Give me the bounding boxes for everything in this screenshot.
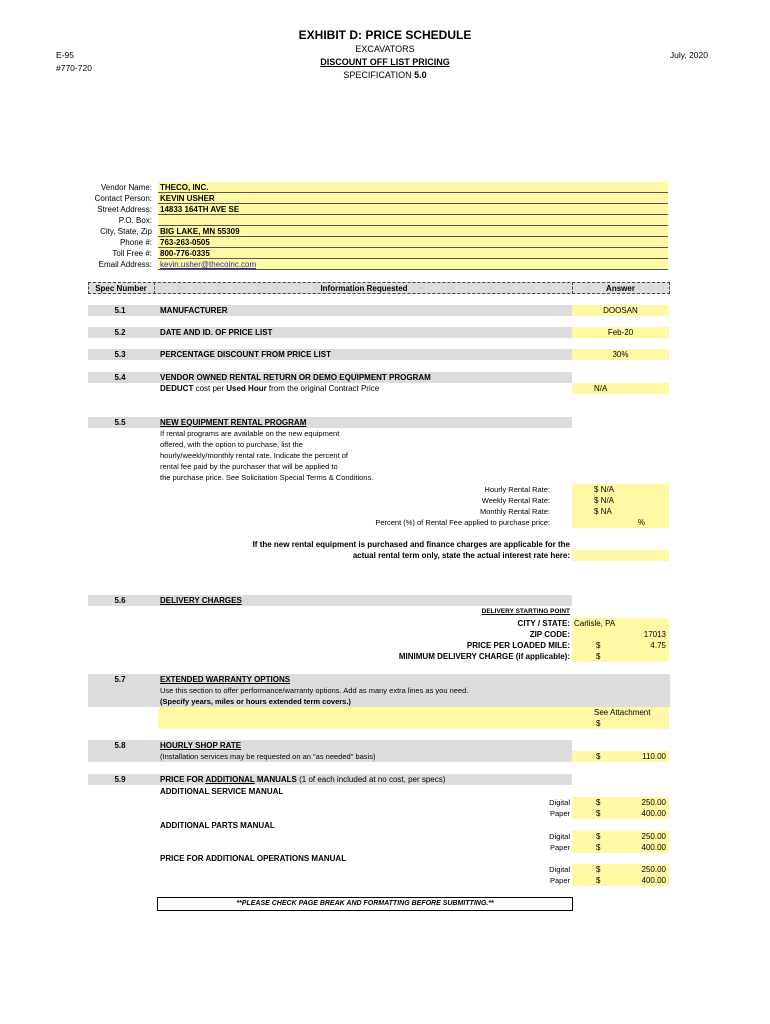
spec-number: 5.0 xyxy=(414,70,427,80)
footer-note: **PLEASE CHECK PAGE BREAK AND FORMATTING BEFORE SUBMITTING.** xyxy=(236,900,494,907)
service-digital-label: Digital xyxy=(549,798,570,807)
demo-program-answer[interactable]: N/A xyxy=(572,383,669,394)
manuals-label-d: (1 of each included at no cost, per specs) xyxy=(296,775,446,784)
delivery-starting-point-label: DELIVERY STARTING POINT xyxy=(481,608,570,615)
price-list-date-answer[interactable]: Feb-20 xyxy=(572,327,669,338)
service-paper-label: Paper xyxy=(549,809,570,818)
email-link[interactable]: kevin.usher@thecoinc.com xyxy=(160,260,257,269)
spec-5-4-number: 5.4 xyxy=(114,373,126,382)
min-delivery-label: MINIMUM DELIVERY CHARGE (if applicable): xyxy=(398,652,570,661)
rental-desc-line-3: hourly/weekly/monthly rental rate. Indicate the percent of xyxy=(160,451,349,460)
warranty-answer-1: See Attachment xyxy=(594,708,651,717)
operations-manual-title: PRICE FOR ADDITIONAL OPERATIONS MANUAL xyxy=(160,854,347,863)
parts-paper-currency: $ xyxy=(596,843,601,852)
vendor-label-tollfree: Toll Free #: xyxy=(112,249,152,258)
spec-5-2-number: 5.2 xyxy=(114,328,126,337)
city-state-field[interactable]: Carlisle, PA xyxy=(572,618,669,629)
spec-5-7-label: EXTENDED WARRANTY OPTIONS xyxy=(160,675,291,684)
parts-paper-value: 400.00 xyxy=(641,843,666,852)
operations-paper-currency: $ xyxy=(596,876,601,885)
spec-5-2-label: DATE AND ID. OF PRICE LIST xyxy=(160,328,273,337)
percent-applied-label: Percent (%) of Rental Fee applied to purchase price: xyxy=(375,518,550,527)
vendor-label-pobox: P.O. Box: xyxy=(118,216,152,225)
weekly-rate-label: Weekly Rental Rate: xyxy=(481,496,550,505)
toll-free-field[interactable]: 800-776-0335 xyxy=(158,248,668,259)
monthly-rate-label: Monthly Rental Rate: xyxy=(479,507,550,516)
spec-5-5-number: 5.5 xyxy=(114,418,126,427)
answer-header: Answer xyxy=(606,284,635,293)
info-requested-header: Information Requested xyxy=(320,284,408,293)
manuals-label-c: MANUALS xyxy=(254,775,297,784)
document-date: July, 2020 xyxy=(669,50,708,60)
spec-5-6-label: DELIVERY CHARGES xyxy=(160,596,242,605)
used-hour-text: Used Hour xyxy=(226,384,267,393)
finance-text-line-1: If the new rental equipment is purchased and finance charges are applicable for the xyxy=(252,540,570,549)
spec-5-7-number: 5.7 xyxy=(114,675,126,684)
phone-field[interactable]: 763-263-0505 xyxy=(158,237,668,248)
spec-5-3-number: 5.3 xyxy=(114,350,126,359)
spec-5-1-number: 5.1 xyxy=(114,306,126,315)
header-divider-2 xyxy=(572,282,573,294)
operations-paper-value: 400.00 xyxy=(641,876,666,885)
spec-prefix: SPECIFICATION xyxy=(343,70,415,80)
vendor-label-street: Street Address: xyxy=(97,205,152,214)
service-digital-currency: $ xyxy=(596,798,601,807)
price-per-mile-currency: $ xyxy=(596,641,601,650)
hourly-rate-label: Hourly Rental Rate: xyxy=(484,485,550,494)
spec-5-4-label: VENDOR OWNED RENTAL RETURN OR DEMO EQUIPMENT PROGRAM xyxy=(160,373,431,382)
operations-digital-label: Digital xyxy=(549,865,570,874)
contact-person-field[interactable]: KEVIN USHER xyxy=(158,193,668,204)
spec-5-9-number: 5.9 xyxy=(114,775,126,784)
doc-code: E-95 xyxy=(56,50,74,60)
vendor-name-field[interactable]: THECO, INC. xyxy=(158,182,668,193)
percent-applied-field[interactable]: % xyxy=(572,517,669,528)
po-box-field[interactable] xyxy=(158,215,668,226)
zip-code-label: ZIP CODE: xyxy=(529,630,570,639)
interest-rate-field[interactable] xyxy=(572,550,669,561)
parts-digital-value: 250.00 xyxy=(641,832,666,841)
manuals-label-b: ADDITIONAL xyxy=(205,775,255,784)
vendor-label-contact: Contact Person: xyxy=(94,194,152,203)
shop-rate-currency: $ xyxy=(596,752,601,761)
spec-5-3-label: PERCENTAGE DISCOUNT FROM PRICE LIST xyxy=(160,350,331,359)
service-digital-value: 250.00 xyxy=(641,798,666,807)
service-paper-value: 400.00 xyxy=(641,809,666,818)
warranty-description: Use this section to offer performance/warranty options. Add as many extra lines as you need. xyxy=(160,686,469,695)
warranty-entry-line-2[interactable] xyxy=(158,718,669,729)
price-per-mile-value: 4.75 xyxy=(650,641,666,650)
header-line-2: DISCOUNT OFF LIST PRICING xyxy=(320,57,450,67)
email-field[interactable] xyxy=(158,259,668,270)
parts-paper-label: Paper xyxy=(549,843,570,852)
vendor-label-phone: Phone #: xyxy=(119,238,152,247)
price-per-mile-label: PRICE PER LOADED MILE: xyxy=(466,641,570,650)
city-state-label: CITY / STATE: xyxy=(517,619,570,628)
manuals-label-a: PRICE FOR xyxy=(160,775,206,784)
finance-text-line-2: actual rental term only, state the actual interest rate here: xyxy=(352,551,570,560)
contract-price-text: from the original Contract Price xyxy=(266,384,380,393)
page-title: EXHIBIT D: PRICE SCHEDULE xyxy=(298,28,472,42)
spec-5-8-label: HOURLY SHOP RATE xyxy=(160,741,242,750)
weekly-rate-field[interactable]: $ N/A xyxy=(572,495,669,506)
vendor-label-name: Vendor Name: xyxy=(100,183,152,192)
rental-desc-line-1: If rental programs are available on the new equipment xyxy=(160,429,340,438)
zip-code-field[interactable]: 17013 xyxy=(572,629,669,640)
operations-digital-value: 250.00 xyxy=(641,865,666,874)
service-paper-currency: $ xyxy=(596,809,601,818)
spec-5-5-label: NEW EQUIPMENT RENTAL PROGRAM xyxy=(160,418,307,427)
vendor-label-city: City, State, Zip xyxy=(100,227,152,236)
warranty-description-bold: (Specify years, miles or hours extended term covers.) xyxy=(160,697,351,706)
shop-rate-value: 110.00 xyxy=(642,752,666,761)
warranty-entry-line-1[interactable] xyxy=(158,707,669,718)
deduct-text: DEDUCT xyxy=(160,384,194,393)
header-line-1: EXCAVATORS xyxy=(355,44,415,54)
spec-5-9-label xyxy=(158,774,572,785)
rental-desc-line-5: the purchase price. See Solicitation Special Terms & Conditions. xyxy=(160,473,374,482)
contract-number: #770-720 xyxy=(56,63,92,73)
spec-number-header: Spec Number xyxy=(95,284,147,293)
cost-per-text: cost per xyxy=(193,384,227,393)
spec-5-4-description xyxy=(160,383,379,394)
min-delivery-field[interactable] xyxy=(572,651,669,662)
parts-digital-label: Digital xyxy=(549,832,570,841)
discount-answer[interactable]: 30% xyxy=(572,349,669,360)
header-line-3 xyxy=(0,70,770,80)
operations-digital-currency: $ xyxy=(596,865,601,874)
city-state-zip-field[interactable]: BIG LAKE, MN 55309 xyxy=(158,226,668,237)
spec-5-1-label: MANUFACTURER xyxy=(160,306,228,315)
min-delivery-currency: $ xyxy=(596,652,601,661)
service-manual-title: ADDITIONAL SERVICE MANUAL xyxy=(160,787,284,796)
shop-rate-description: (Installation services may be requested on an "as needed" basis) xyxy=(160,752,376,761)
monthly-rate-field[interactable]: $ NA xyxy=(572,506,669,517)
rental-desc-line-2: offered, with the option to purchase, list the xyxy=(160,440,303,449)
street-address-field[interactable]: 14833 164TH AVE SE xyxy=(158,204,668,215)
spec-5-8-number: 5.8 xyxy=(114,741,126,750)
vendor-label-email: Email Address: xyxy=(98,260,152,269)
hourly-rate-field[interactable]: $ N/A xyxy=(572,484,669,495)
parts-digital-currency: $ xyxy=(596,832,601,841)
manufacturer-answer[interactable]: DOOSAN xyxy=(572,305,669,316)
header-divider-1 xyxy=(154,282,155,294)
operations-paper-label: Paper xyxy=(549,876,570,885)
warranty-answer-2: $ xyxy=(596,719,601,728)
spec-5-6-number: 5.6 xyxy=(114,596,126,605)
rental-desc-line-4: rental fee paid by the purchaser that will be applied to xyxy=(160,462,338,471)
parts-manual-title: ADDITIONAL PARTS MANUAL xyxy=(160,821,275,830)
